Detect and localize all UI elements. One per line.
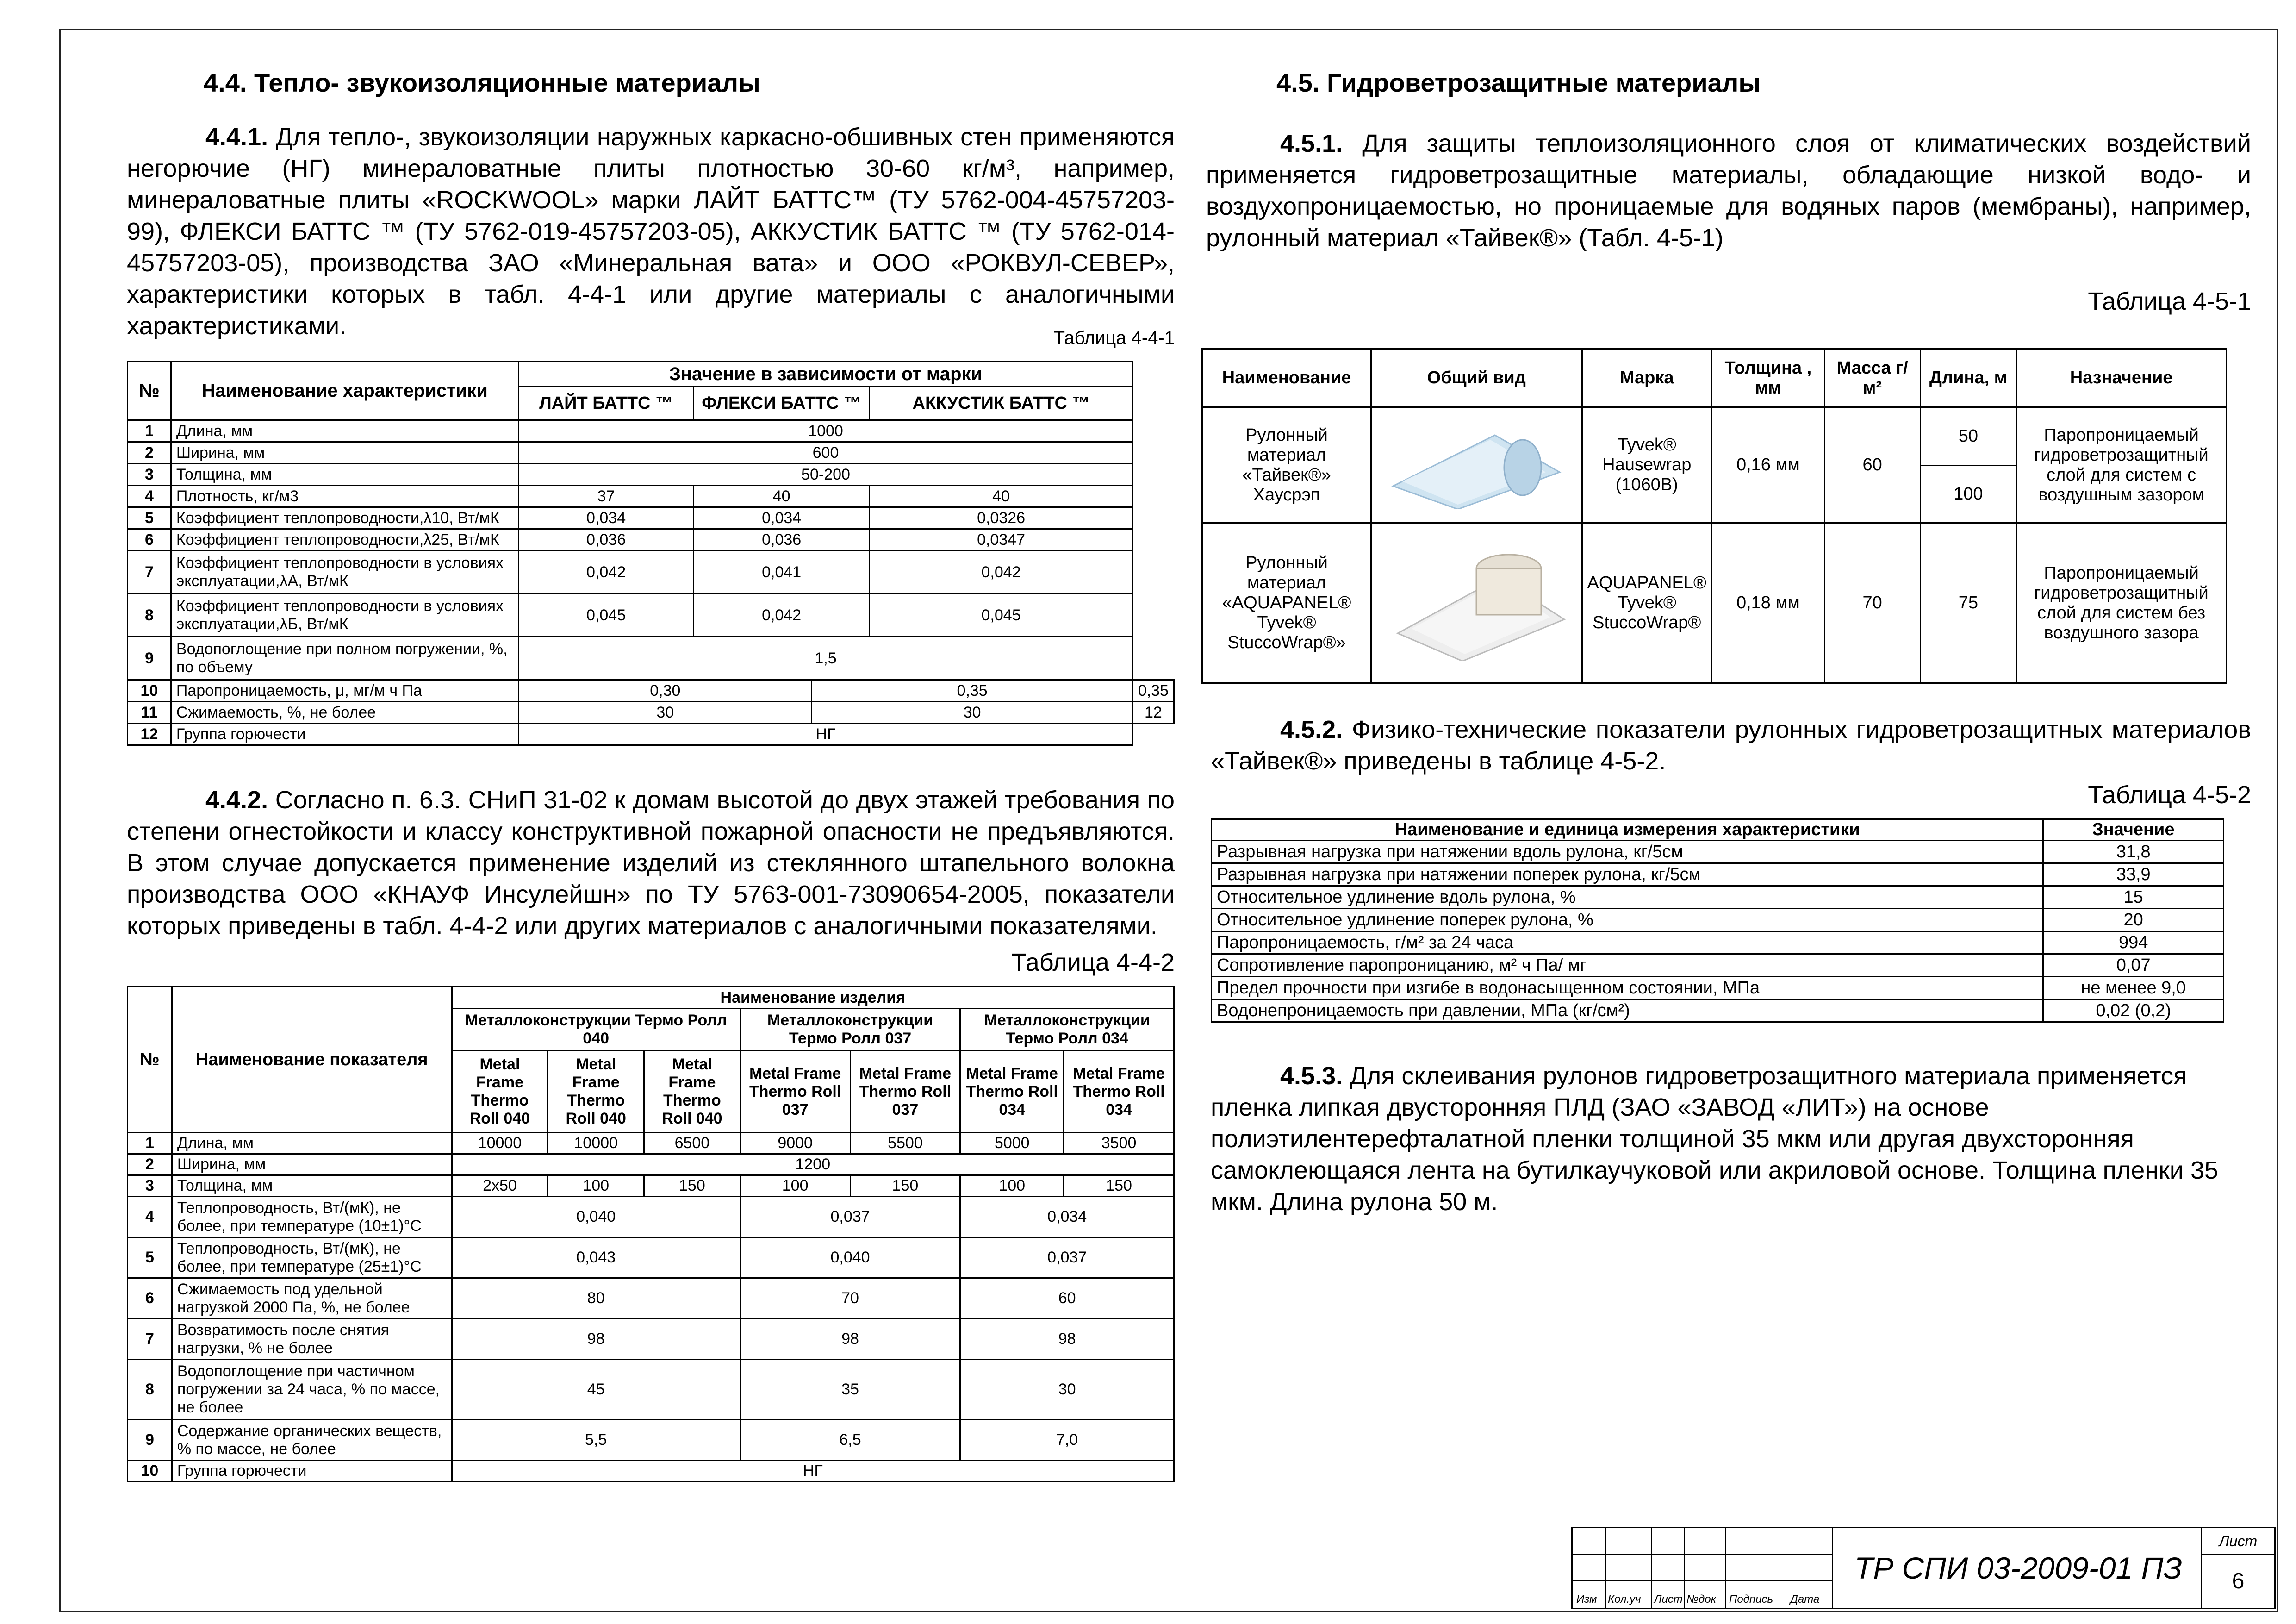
cell: 0,16 мм	[1711, 407, 1824, 523]
cell: 3500	[1064, 1133, 1174, 1154]
cell: Сжимаемость под удельной нагрузкой 2000 Па, %, не более	[172, 1278, 452, 1319]
table-row	[128, 1278, 1174, 1319]
stamp-label: Кол.уч	[1608, 1593, 1641, 1605]
cell: 0,040	[740, 1237, 960, 1278]
paragraph-number: 4.5.2.	[1280, 716, 1343, 743]
cell: 10	[128, 680, 171, 702]
cell: Разрывная нагрузка при натяжении поперек рулона, кг/5см	[1212, 863, 2043, 886]
cell: Содержание органических веществ, % по массе, не более	[172, 1420, 452, 1461]
paragraph-text: Для склеивания рулонов гидроветрозащитного материала применяется пленка липкая двусторонняя ПЛД (ЗАО «ЗАВОД «ЛИТ») на основе полиэтилентерефталатной пленки толщиной 35 мкм или другая двухсторонняя самоклеющаяся лента на бутилкаучуковой или акриловой основе. Толщина пленки 35 мкм. Длина рулона 50 м.	[1211, 1062, 2219, 1216]
grid-line	[1573, 1554, 1832, 1555]
table-row	[1212, 841, 2224, 863]
table-row	[128, 420, 1174, 442]
cell: 60	[960, 1278, 1174, 1319]
cell: Длина, мм	[172, 1133, 452, 1154]
cell: Ширина, мм	[172, 1154, 452, 1175]
sheet-label: Лист	[2202, 1528, 2274, 1555]
cell: Группа горючести	[171, 724, 518, 745]
cell: 5	[128, 507, 171, 529]
cell: Относительное удлинение вдоль рулона, %	[1212, 886, 2043, 909]
paragraph-text: Для защиты теплоизоляционного слоя от климатических воздействий применяется гидроветрозащитные материалы, обладающие низкой водо- и воздухопроницаемостью, но проницаемые для водяных паров (мембраны), например, рулонный материал «Тайвек®» (Табл. 4-5-1)	[1206, 130, 2251, 252]
cell: 70	[1824, 523, 1920, 683]
table-row	[128, 1360, 1174, 1420]
grid-line	[1573, 1580, 1832, 1581]
sub-col: Metal Frame Thermo Roll 037	[850, 1051, 960, 1133]
table-row	[128, 464, 1174, 486]
cell: Относительное удлинение поперек рулона, %	[1212, 909, 2043, 931]
col-group: Значение в зависимости от марки	[519, 362, 1133, 387]
cell: Ширина, мм	[171, 442, 518, 464]
grid-col	[1684, 1528, 1685, 1608]
cell: Плотность, кг/м3	[171, 486, 518, 507]
cell: Коэффициент теплопроводности в условиях эксплуатации,λБ, Вт/мК	[171, 594, 518, 637]
table-row	[128, 680, 1174, 702]
table-row	[1212, 909, 2224, 931]
table-row	[128, 486, 1174, 507]
cell: Рулонный материал «AQUAPANEL® Tyvek® StuccoWrap®»	[1202, 523, 1371, 683]
cell: 0,35	[1132, 680, 1174, 702]
table-4-5-1-caption: Таблица 4-5-1	[2088, 287, 2251, 315]
cell: Разрывная нагрузка при натяжении вдоль рулона, кг/5см	[1212, 841, 2043, 863]
cell: 35	[740, 1360, 960, 1420]
cell: 15	[2043, 886, 2224, 909]
cell: 70	[740, 1278, 960, 1319]
sheet-number: 6	[2232, 1568, 2245, 1593]
cell: 6	[128, 529, 171, 551]
cell: Теплопроводность, Вт/(мК), не более, при температуре (25±1)°С	[172, 1237, 452, 1278]
cell: 2	[128, 442, 171, 464]
cell: 100	[548, 1175, 644, 1197]
cell: 0,034	[693, 507, 869, 529]
cell: 12	[1132, 702, 1174, 724]
cell: 0,30	[519, 680, 812, 702]
table-row	[128, 724, 1174, 745]
cell: 31,8	[2043, 841, 2224, 863]
cell: 98	[960, 1319, 1174, 1360]
table-4-5-2	[1211, 818, 2224, 1023]
cell: 0,07	[2043, 954, 2224, 977]
cell: 5	[128, 1237, 172, 1278]
col-name: Наименование и единица измерения характеристики	[1212, 819, 2043, 841]
cell: 50-200	[519, 464, 1133, 486]
table-row	[128, 637, 1174, 680]
cell: 6	[128, 1278, 172, 1319]
cell: Водонепроницаемость при давлении, МПа (кг/см²)	[1212, 999, 2043, 1022]
cell: 40	[693, 486, 869, 507]
cell: НГ	[519, 724, 1133, 745]
col-value: Значение	[2043, 819, 2224, 841]
cell: 0,35	[812, 680, 1132, 702]
cell: 150	[644, 1175, 740, 1197]
table-row	[128, 1237, 1174, 1278]
cell: 6,5	[740, 1420, 960, 1461]
cell: 100	[960, 1175, 1064, 1197]
table-4-4-1-caption: Таблица 4-4-1	[1053, 328, 1175, 348]
cell: Предел прочности при изгибе в водонасыщенном состоянии, МПа	[1212, 977, 2043, 999]
table-row	[1212, 886, 2224, 909]
cell: Группа горючести	[172, 1461, 452, 1482]
cell: 150	[850, 1175, 960, 1197]
col-group: Наименование изделия	[452, 987, 1174, 1009]
paragraph-4-5-1	[1206, 128, 2251, 254]
cell: 7	[128, 551, 171, 594]
cell: 12	[128, 724, 171, 745]
cell: 0,043	[452, 1237, 740, 1278]
table-row	[1212, 954, 2224, 977]
col-view: Общий вид	[1371, 349, 1582, 407]
paragraph-text: Физико-технические показатели рулонных гидроветрозащитных материалов «Тайвек®» приведены в таблице 4-5-2.	[1211, 716, 2251, 775]
sub-col: Metal Frame Thermo Roll 037	[740, 1051, 850, 1133]
cell: Коэффициент теплопроводности,λ10, Вт/мК	[171, 507, 518, 529]
cell: 9000	[740, 1133, 850, 1154]
paragraph-number: 4.5.3.	[1280, 1062, 1343, 1090]
product-image	[1371, 523, 1582, 683]
table-4-5-1	[1201, 348, 2227, 684]
cell: не менее 9,0	[2043, 977, 2224, 999]
cell: 600	[519, 442, 1133, 464]
cell: 0,034	[960, 1197, 1174, 1237]
paragraph-number: 4.5.1.	[1280, 130, 1343, 157]
cell: 10000	[452, 1133, 548, 1154]
table-row	[128, 1461, 1174, 1482]
table-row	[1212, 931, 2224, 954]
cell: 40	[870, 486, 1133, 507]
cell: 80	[452, 1278, 740, 1319]
cell: 994	[2043, 931, 2224, 954]
table-row	[1212, 977, 2224, 999]
col-num: №	[128, 362, 171, 420]
paragraph-text: Для тепло-, звукоизоляции наружных каркасно-обшивных стен применяются негорючие (НГ) минераловатные плиты плотностью 30-60 кг/м³, например, минераловатные плиты «ROCKWOOL» марки ЛАЙТ БАТТС™ (ТУ 5762-004-45757203-99), ФЛЕКСИ БАТТС ™ (ТУ 5762-019-45757203-05), АККУСТИК БАТТС ™ (ТУ 5762-014-45757203-05), производства ЗАО «Минеральная вата» и ООО «РОКВУЛ-СЕВЕР», характеристики которых в табл. 4-4-1 или другие материалы с аналогичными характеристиками.	[127, 123, 1175, 340]
cell: 8	[128, 1360, 172, 1420]
cell: Возвратимость после снятия нагрузки, % не более	[172, 1319, 452, 1360]
cell: 30	[519, 702, 812, 724]
table-4-4-2-caption: Таблица 4-4-2	[1011, 949, 1175, 976]
cell: 2x50	[452, 1175, 548, 1197]
cell: 11	[128, 702, 171, 724]
col-thickness: Толщина , мм	[1711, 349, 1824, 407]
cell: 75	[1920, 523, 2016, 683]
cell: 1200	[452, 1154, 1174, 1175]
table-4-5-2-caption: Таблица 4-5-2	[2088, 781, 2251, 809]
col-purpose: Назначение	[2016, 349, 2227, 407]
paragraph-4-4-2	[127, 784, 1175, 942]
table-row	[128, 594, 1174, 637]
paragraph-number: 4.4.2.	[205, 786, 268, 814]
cell: 0,045	[870, 594, 1133, 637]
paragraph-text: Согласно п. 6.3. СНиП 31-02 к домам высотой до двух этажей требования по степени огнестойкости и классу конструктивной пожарной опасности не предъявляются. В этом случае допускается применение изделий из стеклянного штапельного волокна производства ООО «КНАУФ Инсулейшн» по ТУ 5763-001-73090654-2005, показатели которых приведены в табл. 4-4-2 или других материалов с аналогичными показателями.	[127, 786, 1175, 940]
cell: 0,042	[870, 551, 1133, 594]
table-row	[128, 1175, 1174, 1197]
cell: 0,02 (0,2)	[2043, 999, 2224, 1022]
group-034: Металлоконструкции Термо Ролл 034	[960, 1009, 1174, 1051]
paragraph-number: 4.4.1.	[205, 123, 268, 151]
cell: Сжимаемость, %, не более	[171, 702, 518, 724]
section-4-5-title: 4.5. Гидроветрозащитные материалы	[1276, 68, 1761, 97]
cell: 100	[1920, 466, 2016, 523]
cell: 9	[128, 1420, 172, 1461]
cell: Паропроницаемость, г/м² за 24 часа	[1212, 931, 2043, 954]
cell: НГ	[452, 1461, 1174, 1482]
cell: 30	[960, 1360, 1174, 1420]
table-row	[128, 442, 1174, 464]
cell: 1,5	[519, 637, 1133, 680]
cell: 1	[128, 1133, 172, 1154]
cell: 0,034	[519, 507, 694, 529]
table-row	[128, 1133, 1174, 1154]
cell: 0,037	[740, 1197, 960, 1237]
cell: 1	[128, 420, 171, 442]
document-code: ТР СПИ 03-2009-01 ПЗ	[1832, 1528, 2203, 1608]
sub-col: Metal Frame Thermo Roll 040	[548, 1051, 644, 1133]
paragraph-4-5-2	[1211, 714, 2251, 777]
cell: 37	[519, 486, 694, 507]
grid-col	[1725, 1528, 1726, 1608]
col-brand-1: ЛАЙТ БАТТС ™	[519, 387, 694, 420]
cell: 7,0	[960, 1420, 1174, 1461]
tyvek-roll-image	[1384, 417, 1569, 509]
table-row	[128, 551, 1174, 594]
cell: 0,036	[693, 529, 869, 551]
table-row	[1212, 863, 2224, 886]
cell: 98	[740, 1319, 960, 1360]
cell: Коэффициент теплопроводности,λ25, Вт/мК	[171, 529, 518, 551]
group-037: Металлоконструкции Термо Ролл 037	[740, 1009, 960, 1051]
table-row	[128, 1197, 1174, 1237]
cell: 100	[740, 1175, 850, 1197]
col-length: Длина, м	[1920, 349, 2016, 407]
col-brand: Марка	[1582, 349, 1711, 407]
cell: 30	[812, 702, 1132, 724]
cell: 10000	[548, 1133, 644, 1154]
cell: 3	[128, 1175, 172, 1197]
cell: Паропроницаемость, μ, мг/м ч Па	[171, 680, 518, 702]
cell: Коэффициент теплопроводности в условиях эксплуатации,λА, Вт/мК	[171, 551, 518, 594]
col-name: Наименование характеристики	[171, 362, 518, 420]
cell: 20	[2043, 909, 2224, 931]
cell: Длина, мм	[171, 420, 518, 442]
cell: 1000	[519, 420, 1133, 442]
grid-col	[1605, 1528, 1606, 1608]
stuccowrap-roll-image	[1384, 541, 1569, 661]
stamp-label: Дата	[1790, 1593, 1820, 1605]
cell: 0,042	[519, 551, 694, 594]
cell: 8	[128, 594, 171, 637]
table-row	[1202, 407, 2227, 466]
sub-col: Metal Frame Thermo Roll 034	[1064, 1051, 1174, 1133]
cell: 5,5	[452, 1420, 740, 1461]
cell: Толщина, мм	[172, 1175, 452, 1197]
cell: 0,045	[519, 594, 694, 637]
cell: 0,036	[519, 529, 694, 551]
col-num: №	[128, 987, 172, 1133]
col-brand-3: АККУСТИК БАТТС ™	[870, 387, 1133, 420]
cell: Паропроницаемый гидроветрозащитный слой для систем с воздушным зазором	[2016, 407, 2227, 523]
cell: Теплопроводность, Вт/(мК), не более, при температуре (10±1)°С	[172, 1197, 452, 1237]
cell: AQUAPANEL® Tyvek® StuccoWrap®	[1582, 523, 1711, 683]
stamp-label: Изм	[1576, 1593, 1597, 1605]
cell: 0,18 мм	[1711, 523, 1824, 683]
table-row	[128, 507, 1174, 529]
cell: 9	[128, 637, 171, 680]
cell: 33,9	[2043, 863, 2224, 886]
cell: 98	[452, 1319, 740, 1360]
sub-col: Metal Frame Thermo Roll 040	[644, 1051, 740, 1133]
cell: 2	[128, 1154, 172, 1175]
table-body	[128, 420, 1174, 745]
table-4-4-1	[127, 361, 1175, 746]
paragraph-4-5-3	[1211, 1060, 2251, 1218]
cell: 150	[1064, 1175, 1174, 1197]
cell: 5500	[850, 1133, 960, 1154]
revision-grid	[1573, 1528, 1832, 1608]
cell: 0,040	[452, 1197, 740, 1237]
cell: 0,042	[693, 594, 869, 637]
table-4-4-2	[127, 986, 1175, 1482]
paragraph-4-4-1	[127, 121, 1175, 342]
col-name: Наименование	[1202, 349, 1371, 407]
cell: 50	[1920, 407, 2016, 466]
cell: 3	[128, 464, 171, 486]
title-block	[1571, 1527, 2276, 1609]
cell: Водопоглощение при частичном погружении за 24 часа, % по массе, не более	[172, 1360, 452, 1420]
cell: 45	[452, 1360, 740, 1420]
cell: Сопротивление паропроницанию, м² ч Па/ мг	[1212, 954, 2043, 977]
sub-col: Metal Frame Thermo Roll 034	[960, 1051, 1064, 1133]
sheet-box	[2201, 1528, 2274, 1608]
cell: Tyvek® Hausewrap (1060B)	[1582, 407, 1711, 523]
cell: 60	[1824, 407, 1920, 523]
col-name: Наименование показателя	[172, 987, 452, 1133]
cell: 6500	[644, 1133, 740, 1154]
cell: 5000	[960, 1133, 1064, 1154]
table-row	[128, 1319, 1174, 1360]
stamp-label: №док	[1686, 1593, 1716, 1605]
col-mass: Масса г/м²	[1824, 349, 1920, 407]
stamp-label: Подпись	[1729, 1593, 1773, 1605]
cell: 7	[128, 1319, 172, 1360]
cell: 4	[128, 1197, 172, 1237]
table-row	[128, 1420, 1174, 1461]
cell: 0,037	[960, 1237, 1174, 1278]
table-row	[1202, 523, 2227, 683]
cell: 0,041	[693, 551, 869, 594]
group-040: Металлоконструкции Термо Ролл 040	[452, 1009, 740, 1051]
cell: 0,0326	[870, 507, 1133, 529]
table-row	[1212, 999, 2224, 1022]
sub-col: Metal Frame Thermo Roll 040	[452, 1051, 548, 1133]
stamp-label: Лист	[1654, 1593, 1683, 1605]
cell: 0,0347	[870, 529, 1133, 551]
section-4-4-title: 4.4. Тепло- звукоизоляционные материалы	[204, 68, 760, 97]
product-image	[1371, 407, 1582, 523]
table-row	[128, 702, 1174, 724]
col-brand-2: ФЛЕКСИ БАТТС ™	[693, 387, 869, 420]
cell: 10	[128, 1461, 172, 1482]
cell: Паропроницаемый гидроветрозащитный слой для систем без воздушного зазора	[2016, 523, 2227, 683]
table-row	[128, 1154, 1174, 1175]
table-row	[128, 529, 1174, 551]
cell: 4	[128, 486, 171, 507]
grid-col	[1651, 1528, 1652, 1608]
cell: Водопоглощение при полном погружении, %, по объему	[171, 637, 518, 680]
cell: Толщина, мм	[171, 464, 518, 486]
cell: Рулонный материал «Тайвек®» Хаусрэп	[1202, 407, 1371, 523]
